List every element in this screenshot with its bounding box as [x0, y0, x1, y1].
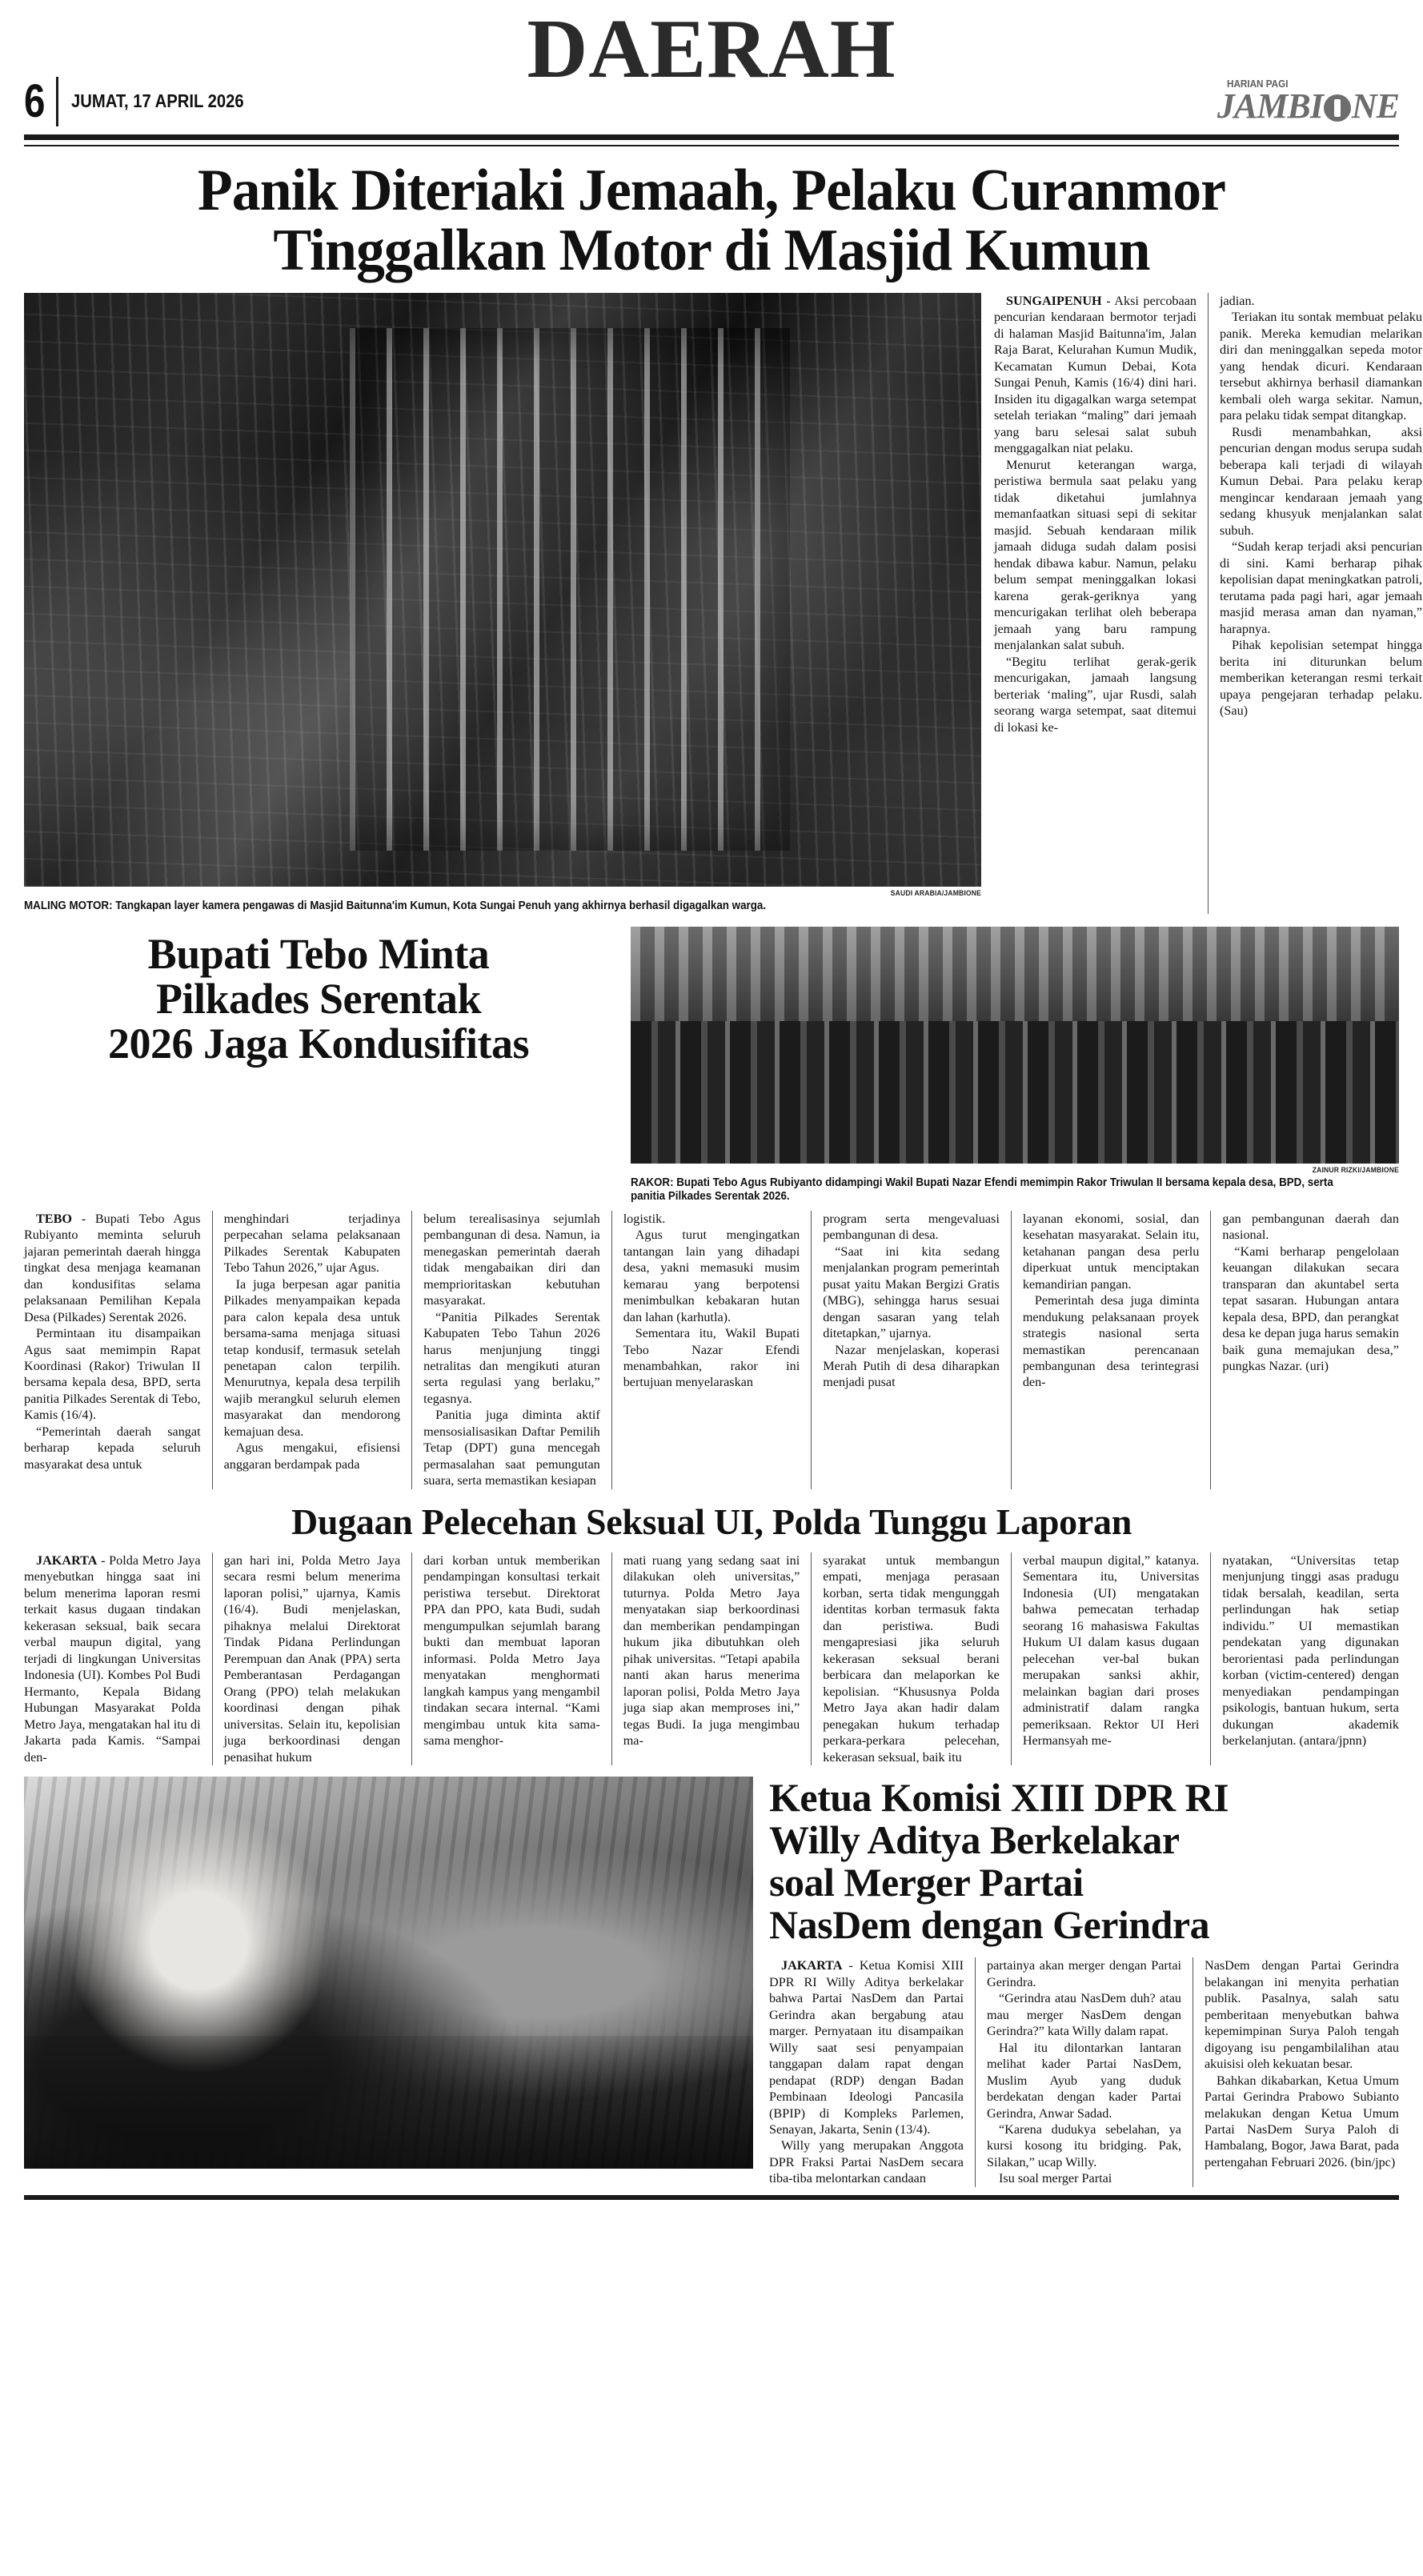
article2-headline-line1: Bupati Tebo Minta [147, 929, 490, 978]
masthead-rule-thin [24, 145, 1399, 146]
column-divider [975, 1957, 976, 2187]
column-divider [212, 1552, 213, 1765]
article2-photo-block [631, 927, 1399, 1204]
photo-texture [24, 293, 981, 887]
article1-col1-p1: SUNGAIPENUH - Aksi percobaan pencurian kendaraan bermotor terjadi di halaman Masjid Baitunna'im, Jalan Raja Barat, Kelurahan Kumun Mudik, Kecamatan Kumun Debai, Kota Sungai Penuh, Kamis (16/4) dini hari. Insiden itu digagalkan warga setempat setelah teriakan “maling” dari jemaah yang baru selesai salat subuh menggagalkan niat pelaku. [994, 293, 1197, 456]
logo-text-ne: NE [1351, 86, 1399, 126]
article3-column-6 [1023, 1552, 1200, 1765]
article1-col2-p4: “Sudah kerap terjadi aksi pencurian di sini. Kami berharap pihak kepolisian dapat meningkatkan patroli, terutama pada pagi hari, agar jemaah masjid merasa aman dan nyaman,” harapnya. [1220, 539, 1422, 636]
article2-column-2 [224, 1211, 401, 1489]
column-divider [811, 1211, 812, 1489]
page-number: 6 [24, 75, 44, 128]
article1-col2-p1: jadian. [1220, 293, 1255, 308]
article3-col4-text: mati ruang yang sedang saat ini dilakukan oleh universitas,” tuturnya. Polda Metro Jaya menyatakan siap berkoordinasi dan memberikan pendampingan hukum jika dibutuhkan oleh pihak universitas. “Tetapi apabila nanti akan harus menerima laporan polisi, Polda Metro Jaya juga siap akan memproses ini,” tegas Budi. Ia juga mengimbau ma- [623, 1552, 800, 1749]
article4-headline-line4: NasDem dengan Gerindra [769, 1902, 1210, 1948]
article2-column-3 [423, 1211, 600, 1489]
article2-col2-p1: menghindari terjadinya perpecahan selama pelaksanaan Pilkades Serentak Kabupaten Tebo Tahun 2026,” ujar Agus. [223, 1211, 401, 1276]
article3-column-4 [623, 1552, 800, 1765]
article1-headline-line1: Panik Diteriaki Jemaah, Pelaku Curanmor [197, 158, 1226, 223]
article4-right [769, 1777, 1399, 2187]
article4-col3-p1: NasDem dengan Partai Gerindra belakangan ini menyita perhatian publik. Pasalnya, salah satu pemberitaan menyebutkan bahwa kepemimpinan Surya Paloh tengah digoyang isu pengambilalihan atau akuisisi oleh kekuatan besar. [1205, 1958, 1399, 2072]
logo-wordmark [1217, 86, 1399, 126]
logo-kicker: HARIAN PAGI [1226, 78, 1289, 90]
article2-col5-p0: program serta mengevaluasi pembangunan di desa. [823, 1211, 1000, 1243]
column-divider [811, 1552, 812, 1765]
article4-col2-p3: Hal itu dilontarkan lantaran melihat kader Partai NasDem, Muslim Ayub yang duduk berdekatan dengan kader Partai Gerindra, Anwar Sadad. [987, 2040, 1181, 2121]
article1-column-2 [1220, 293, 1422, 914]
article1-col1-p3: “Begitu terlihat gerak-gerik mencurigakan, jamaah langsung berteriak ‘maling”, ujar Rusdi, salah seorang warga setempat, saat ditemui di lokasi ke- [994, 654, 1197, 735]
article3-columns [24, 1552, 1399, 1765]
article2-col1-p1: TEBO - Bupati Tebo Agus Rubiyanto meminta seluruh jajaran pemerintah daerah hingga tingkat desa menjaga keamanan dan kondusifitas selama pelaksanaan Pemilihan Kepala Desa (Pilkades) Serentak 2026. [24, 1211, 201, 1324]
article3-col1-text: JAKARTA - Polda Metro Jaya menyebutkan hingga saat ini belum menerima laporan resmi terkait kasus dugaan tindakan kekerasan seksual, baik secara verbal maupun digital, yang terjadi di lingkungan Universitas Indonesia (UI). Kombes Pol Budi Hermanto, Kepala Bidang Hubungan Masyarakat Polda Metro Jaya, mengatakan hal itu di Jakarta pada Kamis. “Sampai den- [24, 1552, 201, 1765]
article2-column-6 [1023, 1211, 1200, 1489]
article2-col5-p2: Nazar menjelaskan, koperasi Merah Putih di desa diharapkan menjadi pusat [823, 1342, 1000, 1390]
page-title: DAERAH [527, 2, 896, 95]
article2-col7-p1: “Kami berharap pengelolaan keuangan dilakukan secara transparan dan akuntabel serta tepat sasaran. Hubungan antara kepala desa, BPD, dan perangkat desa ke depan juga harus semakin baik guna memajukan desa,” pungkas Nazar. (uri) [1222, 1244, 1399, 1373]
article4-headline-line1: Ketua Komisi XIII DPR RI [769, 1775, 1229, 1821]
column-divider [1210, 1211, 1211, 1489]
article4-photo [24, 1777, 753, 2169]
article4-headline [769, 1777, 1399, 1946]
column-divider [411, 1552, 412, 1765]
article1-col2-p2: Teriakan itu sontak membuat pelaku panik. Mereka kemudian melarikan diri dan meninggalkan sepeda motor yang hendak dicuri. Kendaraan tersebut akhirnya berhasil diamankan kembali oleh warga sekitar. Namun, para pelaku tidak sempat ditangkap. [1220, 310, 1422, 423]
article4-col2-p1: partainya akan merger dengan Partai Gerindra. [987, 1958, 1181, 1989]
publication-date: JUMAT, 17 APRIL 2026 [71, 90, 244, 111]
article1-columns [994, 293, 1422, 914]
article1-photo [24, 293, 981, 887]
article3-column-1 [24, 1552, 201, 1765]
column-divider [1011, 1211, 1012, 1489]
article1-photo-block [24, 293, 981, 914]
article1-col2-p3: Rusdi menambahkan, aksi pencurian dengan modus serupa sudah beberapa kali terjadi di wilayah Kumun Debai. Para pelaku kerap mengincar kendaraan jemaah yang sedang khusyuk menjalankan salat subuh. [1220, 424, 1422, 538]
article2-col4-p2: Sementara itu, Wakil Bupati Tebo Nazar Efendi menambahkan, rakor ini bertujuan menyelaraskan [623, 1326, 800, 1390]
article2-col6-p0: layanan ekonomi, sosial, dan kesehatan masyarakat. Selain itu, ketahanan pangan desa perlu diperkuat untuk menciptakan kemandirian pangan. [1022, 1211, 1200, 1292]
article2-top [24, 927, 1399, 1204]
article1 [24, 293, 1422, 914]
article2-col3-p1: belum terealisasinya sejumlah pembangunan di desa. Namun, ia menegaskan pemerintah daerah tidak mengabaikan diri dan memprioritaskan kebutuhan masyarakat. [423, 1211, 600, 1308]
article3-col5-text: syarakat untuk membangun empati, menjaga perasaan korban, serta tidak mengunggah identitas korban termasuk fakta dan peristiwa. Budi mengapresiasi jika seluruh kekerasan seksual berani berbicara dan melaporkan ke kepolisian. “Khususnya Polda Metro Jaya akan hadir dalam penegakan hukum terhadap perkara-perkara pelecehan, kekerasan seksual, baik itu [823, 1552, 1000, 1765]
article3-col7-text: nyatakan, “Universitas tetap menjunjung tinggi asas pradugu tidak bersalah, keadilan, serta perlindungan hak setiap individu.” UI memastikan pendekatan yang digunakan berorientasi pada perlindungan korban (victim-centered) dengan menyediakan pendampingan psikologis, bantuan hukum, serta dukungan akademik berkelanjutan. (antara/jpnn) [1222, 1552, 1399, 1749]
masthead [24, 0, 1399, 134]
logo-text-jambi: JAMBI [1217, 86, 1323, 126]
article2-headline-line3: 2026 Jaga Kondusifitas [107, 1019, 530, 1068]
article2-col4-p0: logistik. [623, 1211, 666, 1226]
column-divider [1011, 1552, 1012, 1765]
article2-col6-p1: Pemerintah desa juga diminta mendukung pelaksanaan proyek strategis nasional serta memastikan perencanaan pembangunan desa terintegrasi den- [1022, 1293, 1200, 1390]
article1-column-1 [994, 293, 1197, 914]
article4-col3-p2: Bahkan dikabarkan, Ketua Umum Partai Gerindra Prabowo Subianto melakukan dengan Ketua Umum Partai NasDem Surya Paloh di Hambalang, Bogor, Jawa Barat, pada pertengahan Februari 2026. (bin/jpc) [1205, 2073, 1399, 2169]
column-divider [411, 1211, 412, 1489]
article2-col1-p2: Permintaan itu disampaikan Agus saat memimpin Rapat Koordinasi (Rakor) Triwulan II bersama kepala desa, BPD, serta panitia Pilkades Serentak di Tebo, Kamis (16/4). [24, 1326, 201, 1423]
article3-col2-text: gan hari ini, Polda Metro Jaya secara resmi belum menerima laporan polisi,” ujarnya, Kamis (16/4). Budi menjelaskan, pihaknya melalui Direktorat Tindak Pidana Perlindungan Perempuan dan Anak (PPA) serta Pemberantasan Perdagangan Orang (PPO) telah melakukan koordinasi dengan pihak universitas. Selain itu, kepolisian juga berkoordinasi dengan penasihat hukum [223, 1552, 401, 1765]
article2-photo-credit: ZAINUR RIZKI/JAMBIONE [1312, 1165, 1399, 1175]
article2-col2-p3: Agus mengakui, efisiensi anggaran berdampak pada [223, 1440, 401, 1472]
article4-columns [769, 1957, 1399, 2187]
article2-headline-line2: Pilkades Serentak [155, 974, 482, 1023]
article1-col1-p2: Menurut keterangan warga, peristiwa bermula saat pelaku yang tidak diketahui jumlahnya memanfaatkan situasi sepi di sekitar masjid. Sebuah kendaraan milik jamaah diduga sudah dalam posisi hendak dibawa kabur. Namun, pelaku belum sempat meninggalkan lokasi karena gerak-geriknya yang mencurigakan terlihat oleh beberapa jemaah yang baru rampung menjalankan salat subuh. [994, 457, 1197, 653]
article2-column-7 [1222, 1211, 1399, 1489]
masthead-rule-thick [24, 134, 1399, 140]
article3-column-7 [1222, 1552, 1399, 1765]
article2-photo [631, 927, 1399, 1164]
article4-column-2 [987, 1957, 1181, 2187]
article2-caption: RAKOR: Bupati Tebo Agus Rubiyanto didampingi Wakil Bupati Nazar Efendi memimpin Rakor Triwulan II bersama kepala desa, BPD, serta panitia Pilkades Serentak 2026. [631, 1176, 1333, 1204]
article1-headline-line2: Tinggalkan Motor di Masjid Kumun [273, 218, 1150, 284]
column-divider [611, 1211, 612, 1489]
article4-headline-line3: soal Merger Partai [769, 1860, 1084, 1905]
article4-col1-p2: Willy yang merupakan Anggota DPR Fraksi Partai NasDem secara tiba-tiba melontarkan candaan [769, 2138, 964, 2186]
column-divider [611, 1552, 612, 1765]
column-divider [212, 1211, 213, 1489]
page-bottom-rule [24, 2195, 1399, 2200]
article4-column-3 [1205, 1957, 1399, 2187]
article3-col3-text: dari korban untuk memberikan pendampingan konsultasi terkait peristiwa tersebut. Direktorat PPA dan PPO, kata Budi, sudah mengumpulkan sejumlah barang bukti dan membuat laporan informasi. Polda Metro Jaya menyatakan menghormati langkah kampus yang mengambil tindakan secara internal. “Kami mengimbau untuk kita sama-sama menghor- [423, 1552, 600, 1749]
article2-column-4 [623, 1211, 800, 1489]
article4-col2-p2: “Gerindra atau NasDem duh? atau mau merger NasDem dengan Gerindra?” kata Willy dalam rapat. [987, 1991, 1181, 2039]
newspaper-logo [1217, 78, 1399, 126]
article1-col2-p5: Pihak kepolisian setempat hingga berita ini diturunkan belum memberikan keterangan resmi terkait upaya pengejaran terhadap pelaku. (Sau) [1220, 638, 1422, 719]
article1-photo-credit: SAUDI ARABIA/JAMBIONE [890, 888, 981, 898]
article4-col2-p4: “Karena dudukya sebelahan, ya kursi kosong itu bridging. Pak, Silakan,” ucap Willy. [987, 2122, 1181, 2169]
article3-col6-text: verbal maupun digital,” katanya. Sementara itu, Universitas Indonesia (UI) mengatakan bahwa pemecatan terhadap seorang 16 mahasiswa Fakultas Hukum UI dalam kasus dugaan pelecehan ver-bal bukan merupakan sanksi akhir, melainkan bagian dari proses administratif dalam rangka pemeriksaan. Rektor UI Heri Hermansyah me- [1022, 1552, 1200, 1749]
article2-col3-p3: Panitia juga diminta aktif mensosialisasikan Daftar Pemilih Tetap (DPT) guna mencegah permasalahan saat pemungutan suara, serta memastikan kesiapan [423, 1408, 600, 1488]
article4-col2-p5: Isu soal merger Partai [999, 2171, 1112, 2186]
article2-col1-p3: “Pemerintah daerah sangat berharap kepada seluruh masyarakat desa untuk [24, 1424, 201, 1472]
article3-column-5 [823, 1552, 1000, 1765]
column-divider [1210, 1552, 1211, 1765]
article2-headline [24, 927, 613, 1204]
article2-col5-p1: “Saat ini kita sedang menjalankan program pemerintah pusat yaitu Makan Bergizi Gratis (MBG), sehingga harus sesuai dengan sasaran yang telah ditetapkan,” ujarnya. [823, 1244, 1000, 1341]
article3-headline: Dugaan Pelecehan Seksual UI, Polda Tunggu Laporan [291, 1500, 1132, 1542]
article4-column-1 [769, 1957, 964, 2187]
article4-col1-p1: JAKARTA - Ketua Komisi XIII DPR RI Willy Aditya berkelakar bahwa Partai NasDem dan Partai Gerindra akan bergabung atau marger. Pernyataan itu disampaikan Willy saat sesi penyampaian tanggapan dalam rapat dengan pendapat (RDP) dengan Badan Pembinaan Ideologi Pancasila (BPIP) di Kompleks Parlemen, Senayan, Jakarta, Senin (13/4). [769, 1958, 964, 2137]
article1-headline [45, 158, 1378, 284]
article2-col3-p2: “Panitia Pilkades Serentak Kabupaten Tebo Tahun 2026 harus menjunjung tinggi netralitas dan mengikuti aturan serta regulasi yang berlaku,” tegasnya. [423, 1309, 600, 1406]
article4-headline-line2: Willy Aditya Berkelakar [769, 1817, 1180, 1863]
article2-col7-p0: gan pembangunan daerah dan nasional. [1222, 1211, 1399, 1243]
article3-column-2 [224, 1552, 401, 1765]
paragraph [994, 293, 1197, 457]
article2-columns [24, 1211, 1399, 1489]
article2-col2-p2: Ia juga berpesan agar panitia Pilkades menyampaikan kepada para calon kepala desa untuk bersama-sama menjaga situasi tetap kondusif, termasuk setelah penetapan calon terpilih. Menurutnya, kepala desa terpilih wajib merangkul seluruh elemen masyarakat dan mendorong kemajuan desa. [223, 1276, 401, 1439]
column-divider [1208, 293, 1209, 914]
article3-column-3 [423, 1552, 600, 1765]
article2-column-1 [24, 1211, 201, 1489]
article2-column-5 [823, 1211, 1000, 1489]
logo-o-icon [1324, 94, 1351, 122]
article2-col4-p1: Agus turut mengingatkan tantangan lain yang dihadapi desa, yakni memasuki musim kemarau yang berpotensi menimbulkan kebakaran hutan dan lahan (karhutla). [623, 1228, 800, 1324]
article4 [24, 1777, 1399, 2187]
article1-caption: MALING MOTOR: Tangkapan layer kamera pengawas di Masjid Baitunna'im Kumun, Kota Sungai Penuh yang akhirnya berhasil digagalkan warga. [24, 899, 767, 912]
